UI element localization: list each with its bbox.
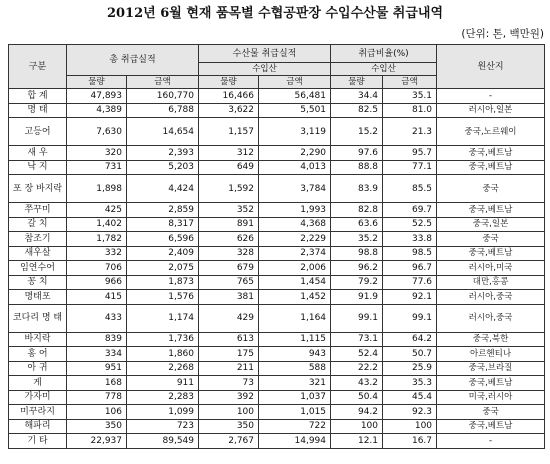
origin-country-cell: 중국,베트남 xyxy=(437,160,545,175)
total-qty-cell: 706 xyxy=(67,261,127,276)
total-amount-cell: 6,788 xyxy=(127,103,199,118)
total-amount-cell: 160,770 xyxy=(127,89,199,104)
item-name-cell: 홍 어 xyxy=(9,347,67,362)
total-qty-cell: 320 xyxy=(67,146,127,161)
ratio-amount-cell: 35.1 xyxy=(383,89,437,104)
table-row xyxy=(9,275,545,290)
imported-amount-cell: 2,006 xyxy=(259,261,331,276)
imported-amount-cell: 3,784 xyxy=(259,175,331,203)
ratio-amount-cell: 33.8 xyxy=(383,232,437,247)
header-qty: 물량 xyxy=(199,76,259,89)
imported-amount-cell: 14,994 xyxy=(259,434,331,449)
header-amount: 금액 xyxy=(259,76,331,89)
ratio-qty-cell: 15.2 xyxy=(331,118,383,146)
table-row xyxy=(9,347,545,362)
imported-qty-cell: 211 xyxy=(199,361,259,376)
unit-note: (단위: 톤, 백만원) xyxy=(461,28,544,40)
ratio-amount-cell: 25.9 xyxy=(383,361,437,376)
imported-amount-cell: 943 xyxy=(259,347,331,362)
total-amount-cell: 2,409 xyxy=(127,246,199,261)
table-row xyxy=(9,376,545,391)
total-qty-cell: 731 xyxy=(67,160,127,175)
origin-country-cell: 중국,베트남 xyxy=(437,376,545,391)
imported-amount-cell: 1,115 xyxy=(259,332,331,347)
ratio-qty-cell: 96.2 xyxy=(331,261,383,276)
ratio-amount-cell: 100 xyxy=(383,419,437,434)
origin-country-cell: 중국 xyxy=(437,405,545,420)
ratio-amount-cell: 21.3 xyxy=(383,118,437,146)
total-qty-cell: 778 xyxy=(67,390,127,405)
imported-qty-cell: 352 xyxy=(199,203,259,218)
header-ratio: 취급비율(%) xyxy=(331,45,437,63)
item-name-cell: 갈 치 xyxy=(9,217,67,232)
origin-country-cell: 대만,홍콩 xyxy=(437,275,545,290)
imported-qty-cell: 1,157 xyxy=(199,118,259,146)
imported-qty-cell: 328 xyxy=(199,246,259,261)
imported-amount-cell: 1,164 xyxy=(259,304,331,332)
ratio-amount-cell: 92.3 xyxy=(383,405,437,420)
ratio-qty-cell: 50.4 xyxy=(331,390,383,405)
item-name-cell: 명 태 xyxy=(9,103,67,118)
ratio-qty-cell: 100 xyxy=(331,419,383,434)
total-qty-cell: 332 xyxy=(67,246,127,261)
imported-amount-cell: 588 xyxy=(259,361,331,376)
origin-country-cell: 러시아,중국 xyxy=(437,304,545,332)
origin-country-cell: 중국,베트남 xyxy=(437,419,545,434)
item-name-cell: 새우살 xyxy=(9,246,67,261)
ratio-qty-cell: 43.2 xyxy=(331,376,383,391)
imported-amount-cell: 2,290 xyxy=(259,146,331,161)
ratio-amount-cell: 16.7 xyxy=(383,434,437,449)
ratio-amount-cell: 77.1 xyxy=(383,160,437,175)
header-market: 수산물 취급실적 xyxy=(199,45,331,63)
ratio-amount-cell: 69.7 xyxy=(383,203,437,218)
origin-country-cell: 중국 xyxy=(437,175,545,203)
total-amount-cell: 723 xyxy=(127,419,199,434)
total-amount-cell: 89,549 xyxy=(127,434,199,449)
total-qty-cell: 1,402 xyxy=(67,217,127,232)
total-amount-cell: 2,393 xyxy=(127,146,199,161)
item-name-cell: 임연수어 xyxy=(9,261,67,276)
item-name-cell: 낙 지 xyxy=(9,160,67,175)
import-seafood-table xyxy=(8,44,545,449)
ratio-qty-cell: 79.2 xyxy=(331,275,383,290)
header-qty: 물량 xyxy=(331,76,383,89)
imported-amount-cell: 3,119 xyxy=(259,118,331,146)
ratio-amount-cell: 35.3 xyxy=(383,376,437,391)
item-name-cell: 고등어 xyxy=(9,118,67,146)
table-row xyxy=(9,261,545,276)
origin-country-cell: 러시아,중국 xyxy=(437,290,545,305)
table-row xyxy=(9,118,545,146)
total-qty-cell: 966 xyxy=(67,275,127,290)
item-name-cell: 아 귀 xyxy=(9,361,67,376)
table-row xyxy=(9,175,545,203)
table-row xyxy=(9,232,545,247)
total-qty-cell: 7,630 xyxy=(67,118,127,146)
item-name-cell: 명태포 xyxy=(9,290,67,305)
header-imported-ratio: 수입산 xyxy=(331,63,437,76)
ratio-amount-cell: 92.1 xyxy=(383,290,437,305)
item-name-cell: 기 타 xyxy=(9,434,67,449)
total-qty-cell: 415 xyxy=(67,290,127,305)
imported-qty-cell: 679 xyxy=(199,261,259,276)
imported-amount-cell: 1,454 xyxy=(259,275,331,290)
total-amount-cell: 5,203 xyxy=(127,160,199,175)
ratio-amount-cell: 77.6 xyxy=(383,275,437,290)
imported-amount-cell: 56,481 xyxy=(259,89,331,104)
ratio-qty-cell: 12.1 xyxy=(331,434,383,449)
header-origin: 원산지 xyxy=(437,45,545,89)
imported-qty-cell: 312 xyxy=(199,146,259,161)
imported-qty-cell: 3,622 xyxy=(199,103,259,118)
imported-qty-cell: 1,592 xyxy=(199,175,259,203)
imported-qty-cell: 613 xyxy=(199,332,259,347)
item-name-cell: 새 우 xyxy=(9,146,67,161)
item-name-cell: 게 xyxy=(9,376,67,391)
origin-country-cell: 중국,베트남 xyxy=(437,203,545,218)
table-row xyxy=(9,290,545,305)
imported-amount-cell: 321 xyxy=(259,376,331,391)
total-qty-cell: 4,389 xyxy=(67,103,127,118)
table-row xyxy=(9,332,545,347)
header-amount: 금액 xyxy=(383,76,437,89)
item-name-cell: 바지락 xyxy=(9,332,67,347)
imported-qty-cell: 649 xyxy=(199,160,259,175)
item-name-cell: 가자미 xyxy=(9,390,67,405)
ratio-qty-cell: 83.9 xyxy=(331,175,383,203)
ratio-qty-cell: 94.2 xyxy=(331,405,383,420)
total-amount-cell: 1,736 xyxy=(127,332,199,347)
ratio-qty-cell: 52.4 xyxy=(331,347,383,362)
table-row xyxy=(9,419,545,434)
ratio-qty-cell: 34.4 xyxy=(331,89,383,104)
origin-country-cell: 중국,노르웨이 xyxy=(437,118,545,146)
total-amount-cell: 14,654 xyxy=(127,118,199,146)
ratio-qty-cell: 22.2 xyxy=(331,361,383,376)
ratio-qty-cell: 91.9 xyxy=(331,290,383,305)
ratio-amount-cell: 81.0 xyxy=(383,103,437,118)
table-row xyxy=(9,246,545,261)
total-amount-cell: 1,174 xyxy=(127,304,199,332)
origin-country-cell: 미국,러시아 xyxy=(437,390,545,405)
table-row xyxy=(9,405,545,420)
table-row xyxy=(9,89,545,104)
total-amount-cell: 911 xyxy=(127,376,199,391)
origin-country-cell: - xyxy=(437,89,545,104)
origin-country-cell: 중국,베트남 xyxy=(437,246,545,261)
header-total: 총 취급실적 xyxy=(67,45,199,76)
item-name-cell: 포 장 바지락 xyxy=(9,175,67,203)
table-row xyxy=(9,146,545,161)
imported-qty-cell: 100 xyxy=(199,405,259,420)
imported-amount-cell: 1,015 xyxy=(259,405,331,420)
origin-country-cell: 중국,베트남 xyxy=(437,146,545,161)
item-name-cell: 미꾸라지 xyxy=(9,405,67,420)
total-qty-cell: 106 xyxy=(67,405,127,420)
total-qty-cell: 350 xyxy=(67,419,127,434)
imported-qty-cell: 429 xyxy=(199,304,259,332)
header-imported: 수입산 xyxy=(199,63,331,76)
total-amount-cell: 6,596 xyxy=(127,232,199,247)
table-row xyxy=(9,217,545,232)
origin-country-cell: 중국,일본 xyxy=(437,217,545,232)
total-amount-cell: 1,860 xyxy=(127,347,199,362)
imported-qty-cell: 16,466 xyxy=(199,89,259,104)
table-row xyxy=(9,160,545,175)
imported-qty-cell: 2,767 xyxy=(199,434,259,449)
document-title: 2012년 6월 현재 품목별 수협공판장 수입수산물 취급내역 xyxy=(106,6,444,21)
total-amount-cell: 2,075 xyxy=(127,261,199,276)
total-amount-cell: 4,424 xyxy=(127,175,199,203)
origin-country-cell: 러시아,일본 xyxy=(437,103,545,118)
imported-qty-cell: 626 xyxy=(199,232,259,247)
item-name-cell: 꽁 치 xyxy=(9,275,67,290)
total-qty-cell: 22,937 xyxy=(67,434,127,449)
imported-qty-cell: 175 xyxy=(199,347,259,362)
imported-amount-cell: 1,993 xyxy=(259,203,331,218)
ratio-qty-cell: 63.6 xyxy=(331,217,383,232)
ratio-amount-cell: 99.1 xyxy=(383,304,437,332)
origin-country-cell: 아르헨티나 xyxy=(437,347,545,362)
total-qty-cell: 839 xyxy=(67,332,127,347)
ratio-qty-cell: 73.1 xyxy=(331,332,383,347)
imported-qty-cell: 392 xyxy=(199,390,259,405)
imported-qty-cell: 381 xyxy=(199,290,259,305)
imported-amount-cell: 2,229 xyxy=(259,232,331,247)
imported-amount-cell: 1,037 xyxy=(259,390,331,405)
imported-amount-cell: 2,374 xyxy=(259,246,331,261)
ratio-qty-cell: 99.1 xyxy=(331,304,383,332)
item-name-cell: 쭈꾸미 xyxy=(9,203,67,218)
header-row-top xyxy=(9,45,545,63)
imported-amount-cell: 722 xyxy=(259,419,331,434)
ratio-amount-cell: 50.7 xyxy=(383,347,437,362)
table-row xyxy=(9,361,545,376)
item-name-cell: 합 계 xyxy=(9,89,67,104)
total-qty-cell: 1,782 xyxy=(67,232,127,247)
ratio-qty-cell: 98.8 xyxy=(331,246,383,261)
total-qty-cell: 1,898 xyxy=(67,175,127,203)
ratio-qty-cell: 88.8 xyxy=(331,160,383,175)
table-row xyxy=(9,203,545,218)
ratio-amount-cell: 45.4 xyxy=(383,390,437,405)
header-qty: 물량 xyxy=(67,76,127,89)
header-item: 구분 xyxy=(9,45,67,89)
ratio-amount-cell: 98.5 xyxy=(383,246,437,261)
header-amount: 금액 xyxy=(127,76,199,89)
imported-amount-cell: 4,013 xyxy=(259,160,331,175)
total-amount-cell: 8,317 xyxy=(127,217,199,232)
item-name-cell: 참조기 xyxy=(9,232,67,247)
total-amount-cell: 1,099 xyxy=(127,405,199,420)
total-qty-cell: 425 xyxy=(67,203,127,218)
ratio-qty-cell: 35.2 xyxy=(331,232,383,247)
imported-amount-cell: 5,501 xyxy=(259,103,331,118)
total-qty-cell: 168 xyxy=(67,376,127,391)
origin-country-cell: 중국,브라질 xyxy=(437,361,545,376)
imported-amount-cell: 4,368 xyxy=(259,217,331,232)
table-row xyxy=(9,103,545,118)
origin-country-cell: 중국,북한 xyxy=(437,332,545,347)
total-amount-cell: 2,859 xyxy=(127,203,199,218)
table-row xyxy=(9,434,545,449)
ratio-qty-cell: 82.8 xyxy=(331,203,383,218)
item-name-cell: 해파리 xyxy=(9,419,67,434)
origin-country-cell: 중국 xyxy=(437,232,545,247)
total-amount-cell: 2,268 xyxy=(127,361,199,376)
table-row xyxy=(9,304,545,332)
total-qty-cell: 951 xyxy=(67,361,127,376)
ratio-amount-cell: 95.7 xyxy=(383,146,437,161)
total-amount-cell: 1,873 xyxy=(127,275,199,290)
origin-country-cell: 러시아,미국 xyxy=(437,261,545,276)
ratio-qty-cell: 82.5 xyxy=(331,103,383,118)
origin-country-cell: - xyxy=(437,434,545,449)
imported-qty-cell: 73 xyxy=(199,376,259,391)
total-amount-cell: 2,283 xyxy=(127,390,199,405)
total-amount-cell: 1,576 xyxy=(127,290,199,305)
total-qty-cell: 47,893 xyxy=(67,89,127,104)
ratio-qty-cell: 97.6 xyxy=(331,146,383,161)
item-name-cell: 코다리 명 태 xyxy=(9,304,67,332)
total-qty-cell: 433 xyxy=(67,304,127,332)
ratio-amount-cell: 64.2 xyxy=(383,332,437,347)
imported-qty-cell: 891 xyxy=(199,217,259,232)
ratio-amount-cell: 85.5 xyxy=(383,175,437,203)
total-qty-cell: 334 xyxy=(67,347,127,362)
ratio-amount-cell: 52.5 xyxy=(383,217,437,232)
imported-qty-cell: 350 xyxy=(199,419,259,434)
imported-amount-cell: 1,452 xyxy=(259,290,331,305)
imported-qty-cell: 765 xyxy=(199,275,259,290)
table-row xyxy=(9,390,545,405)
ratio-amount-cell: 96.7 xyxy=(383,261,437,276)
